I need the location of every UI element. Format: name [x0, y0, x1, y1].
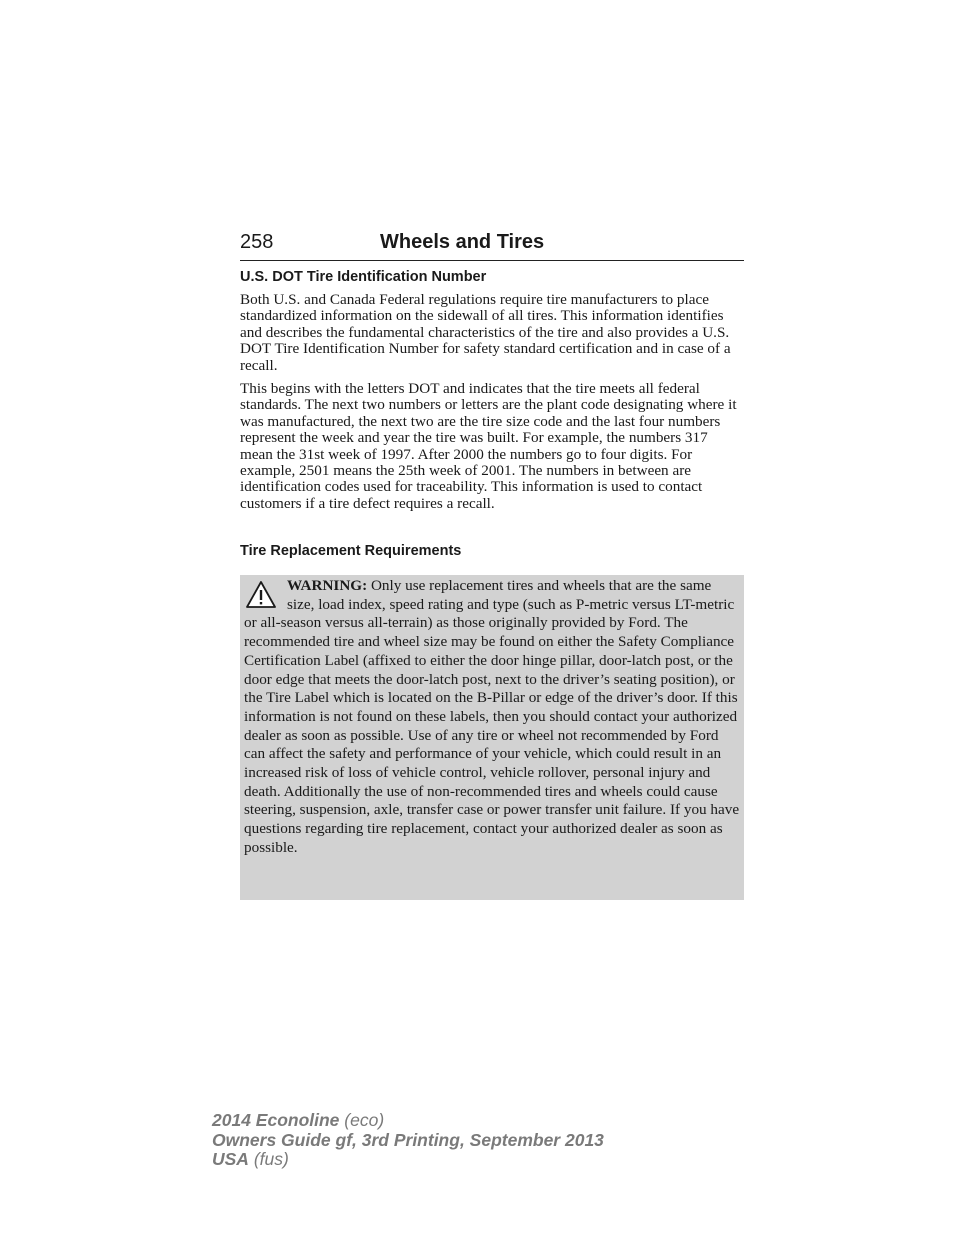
heading-dot-tire-id: U.S. DOT Tire Identification Number: [240, 269, 487, 285]
warning-body: Only use replacement tires and wheels that are the same size, load index, speed rating and type (such as P-metric versus LT-metric or all-season versus all-terrain) as those originally provided by Ford. The recommended tire and wheel size may be found on either the Safety Compliance Certification Label (affixed to either the door hinge pillar, door-latch post, or the door edge that meets the door-latch post, next to the driver’s seating position), or the Tire Label which is located on the B-Pillar or edge of the driver’s door. If this information is not found on these labels, then you should contact your authorized dealer as soon as possible. Use of any tire or wheel not recommended by Ford can affect the safety and performance of your vehicle, which could result in an increased risk of loss of vehicle control, vehicle rollover, personal injury and death. Additionally the use of non-recommended tires and wheels could cause steering, suspension, axle, transfer case or power transfer unit failure. If you have questions regarding tire replacement, contact your authorized dealer as soon as possible.: [244, 577, 740, 856]
document-footer: [212, 1111, 604, 1170]
page-header: [240, 228, 744, 261]
footer-model-code: (eco): [339, 1110, 385, 1130]
footer-line-region: [212, 1150, 604, 1170]
heading-tire-replacement: Tire Replacement Requirements: [240, 543, 462, 559]
warning-box: [240, 575, 744, 900]
footer-guide: Owners Guide gf, 3rd Printing, September 2013: [212, 1129, 604, 1150]
footer-model: 2014 Econoline: [212, 1110, 340, 1130]
warning-text: [244, 577, 742, 858]
footer-line-model: [212, 1111, 604, 1131]
page-number: 258: [240, 231, 274, 253]
footer-line-guide: [212, 1131, 604, 1151]
warning-label: WARNING:: [287, 577, 368, 594]
section-title: Wheels and Tires: [380, 231, 545, 253]
footer-region: USA: [212, 1149, 249, 1169]
paragraph-dot-details: This begins with the letters DOT and indicates that the tire meets all federal standards. The next two numbers or letters are the plant code designating where it was manufactured, the next two are the tire size code and the last four numbers represent the week and year the tire was built. For example, the numbers 317 mean the 31st week of 1997. After 2000 the numbers go to four digits. For example, 2501 means the 25th week of 2001. The numbers in between are identification codes used for traceability. This information is used to contact customers if a tire defect requires a recall.: [240, 380, 737, 512]
paragraph-dot-intro: Both U.S. and Canada Federal regulations require tire manufacturers to place standardized information on the sidewall of all tires. This information identifies and describes the fundamental characteristics of the tire and also provides a U.S. DOT Tire Identification Number for safety standard certification and in case of a recall.: [240, 291, 731, 374]
footer-region-code: (fus): [248, 1149, 289, 1169]
